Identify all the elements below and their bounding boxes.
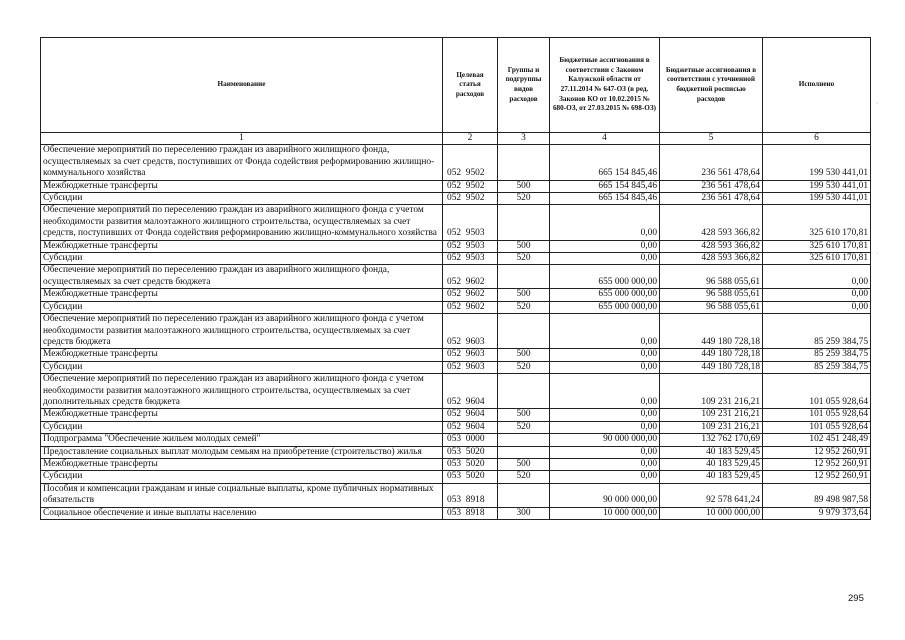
row-name: Межбюджетные трансферты bbox=[41, 409, 443, 421]
row-name: Обеспечение мероприятий по переселению граждан из аварийного жилищного фонда, осуществляемых за счет средств, поступивших от Фонда содействия реформированию жилищно-коммунального хозяйства bbox=[41, 145, 443, 180]
row-target: 052 9502 bbox=[443, 193, 498, 205]
row-name: Межбюджетные трансферты bbox=[41, 180, 443, 192]
row-group: 520 bbox=[498, 421, 550, 433]
row-name: Пособия и компенсации гражданам и иные социальные выплаты, кроме публичных нормативных обязательств bbox=[41, 483, 443, 507]
row-budget-refined: 10 000 000,00 bbox=[660, 507, 763, 519]
row-name: Субсидии bbox=[41, 421, 443, 433]
row-target: 053 8918 bbox=[443, 483, 498, 507]
table-row bbox=[41, 349, 871, 361]
row-target: 052 9604 bbox=[443, 374, 498, 409]
column-number: 2 bbox=[443, 133, 498, 145]
table-row bbox=[41, 145, 871, 180]
row-budget-refined: 109 231 216,21 bbox=[660, 409, 763, 421]
row-executed: 9 979 373,64 bbox=[763, 507, 871, 519]
header-target: Целевая статья расходов bbox=[443, 38, 498, 133]
table-row bbox=[41, 314, 871, 349]
row-group: 520 bbox=[498, 253, 550, 265]
table-row bbox=[41, 193, 871, 205]
row-budget-refined: 236 561 478,64 bbox=[660, 193, 763, 205]
row-group: 300 bbox=[498, 507, 550, 519]
row-executed: 199 530 441,01 bbox=[763, 193, 871, 205]
table-row bbox=[41, 253, 871, 265]
row-name: Субсидии bbox=[41, 193, 443, 205]
row-budget-refined: 449 180 728,18 bbox=[660, 361, 763, 373]
row-executed: 12 952 260,91 bbox=[763, 446, 871, 458]
row-budget-refined: 428 593 366,82 bbox=[660, 253, 763, 265]
row-group: 500 bbox=[498, 409, 550, 421]
row-executed: 325 610 170,81 bbox=[763, 253, 871, 265]
row-executed: 12 952 260,91 bbox=[763, 471, 871, 483]
row-target: 052 9603 bbox=[443, 314, 498, 349]
row-budget-refined: 96 588 055,61 bbox=[660, 265, 763, 289]
column-number: 1 bbox=[41, 133, 443, 145]
row-group: 500 bbox=[498, 458, 550, 470]
row-target: 052 9503 bbox=[443, 205, 498, 240]
table-row bbox=[41, 205, 871, 240]
row-name: Субсидии bbox=[41, 471, 443, 483]
row-budget-law: 0,00 bbox=[550, 421, 660, 433]
row-executed: 89 498 987,58 bbox=[763, 483, 871, 507]
row-budget-refined: 132 762 170,69 bbox=[660, 434, 763, 446]
row-target: 052 9603 bbox=[443, 349, 498, 361]
header-row bbox=[41, 38, 871, 133]
row-name: Обеспечение мероприятий по переселению граждан из аварийного жилищного фонда, осуществляемых за счет средств бюджета bbox=[41, 265, 443, 289]
row-budget-refined: 236 561 478,64 bbox=[660, 180, 763, 192]
row-target: 053 8918 bbox=[443, 507, 498, 519]
row-name: Межбюджетные трансферты bbox=[41, 240, 443, 252]
row-target: 052 9503 bbox=[443, 240, 498, 252]
row-group bbox=[498, 374, 550, 409]
row-budget-law: 0,00 bbox=[550, 361, 660, 373]
row-group: 520 bbox=[498, 301, 550, 313]
table-row bbox=[41, 446, 871, 458]
row-group bbox=[498, 446, 550, 458]
row-group: 520 bbox=[498, 361, 550, 373]
row-name: Межбюджетные трансферты bbox=[41, 289, 443, 301]
row-budget-law: 0,00 bbox=[550, 458, 660, 470]
row-budget-refined: 40 183 529,45 bbox=[660, 446, 763, 458]
row-budget-refined: 92 578 641,24 bbox=[660, 483, 763, 507]
row-target: 052 9502 bbox=[443, 180, 498, 192]
table-row bbox=[41, 374, 871, 409]
row-group: 500 bbox=[498, 180, 550, 192]
row-executed: 101 055 928,64 bbox=[763, 409, 871, 421]
row-budget-law: 655 000 000,00 bbox=[550, 301, 660, 313]
column-number: 5 bbox=[660, 133, 763, 145]
row-name: Субсидии bbox=[41, 301, 443, 313]
row-target: 053 0000 bbox=[443, 434, 498, 446]
row-budget-refined: 96 588 055,61 bbox=[660, 301, 763, 313]
row-budget-law: 665 154 845,46 bbox=[550, 145, 660, 180]
row-budget-law: 10 000 000,00 bbox=[550, 507, 660, 519]
table-row bbox=[41, 289, 871, 301]
row-group bbox=[498, 314, 550, 349]
page-number: 295 bbox=[848, 593, 864, 604]
row-target: 052 9602 bbox=[443, 265, 498, 289]
table-body bbox=[41, 145, 871, 520]
row-executed: 85 259 384,75 bbox=[763, 361, 871, 373]
column-number: 3 bbox=[498, 133, 550, 145]
row-name: Субсидии bbox=[41, 253, 443, 265]
row-budget-law: 665 154 845,46 bbox=[550, 180, 660, 192]
row-budget-refined: 449 180 728,18 bbox=[660, 349, 763, 361]
row-group: 500 bbox=[498, 289, 550, 301]
row-budget-law: 0,00 bbox=[550, 446, 660, 458]
row-budget-refined: 40 183 529,45 bbox=[660, 471, 763, 483]
row-executed: 102 451 248,49 bbox=[763, 434, 871, 446]
header-budget-law: Бюджетные ассигнования в соответствии с Законом Калужской области от 27.11.2014 № 647-ОЗ (в ред. Законов КО от 10.02.2015 № 680-ОЗ, от 27.03.2015 № 698-ОЗ) bbox=[550, 38, 660, 133]
table-row bbox=[41, 458, 871, 470]
table-row bbox=[41, 434, 871, 446]
row-target: 052 9604 bbox=[443, 409, 498, 421]
table-row bbox=[41, 471, 871, 483]
row-budget-law: 655 000 000,00 bbox=[550, 289, 660, 301]
row-budget-law: 655 000 000,00 bbox=[550, 265, 660, 289]
row-target: 053 5020 bbox=[443, 458, 498, 470]
table-row bbox=[41, 180, 871, 192]
row-name: Межбюджетные трансферты bbox=[41, 349, 443, 361]
row-name: Обеспечение мероприятий по переселению граждан из аварийного жилищного фонда с учетом необходимости развития малоэтажного жилищного строительства, осуществляемых за счет средств бюджета bbox=[41, 314, 443, 349]
row-executed: 0,00 bbox=[763, 289, 871, 301]
row-budget-law: 0,00 bbox=[550, 349, 660, 361]
row-executed: 101 055 928,64 bbox=[763, 421, 871, 433]
row-name: Подпрограмма "Обеспечение жильем молодых семей" bbox=[41, 434, 443, 446]
row-name: Межбюджетные трансферты bbox=[41, 458, 443, 470]
table-row bbox=[41, 483, 871, 507]
table-row bbox=[41, 361, 871, 373]
row-target: 053 5020 bbox=[443, 446, 498, 458]
column-number: 4 bbox=[550, 133, 660, 145]
row-executed: 12 952 260,91 bbox=[763, 458, 871, 470]
row-target: 052 9604 bbox=[443, 421, 498, 433]
row-budget-law: 665 154 845,46 bbox=[550, 193, 660, 205]
row-budget-law: 0,00 bbox=[550, 409, 660, 421]
row-executed: 85 259 384,75 bbox=[763, 349, 871, 361]
table-header bbox=[41, 38, 871, 145]
row-name: Обеспечение мероприятий по переселению граждан из аварийного жилищного фонда с учетом необходимости развития малоэтажного жилищного строительства, осуществляемых за счет дополнительных средств бюджета bbox=[41, 374, 443, 409]
row-budget-refined: 428 593 366,82 bbox=[660, 240, 763, 252]
table-row bbox=[41, 240, 871, 252]
row-group: 500 bbox=[498, 349, 550, 361]
row-budget-refined: 236 561 478,64 bbox=[660, 145, 763, 180]
row-budget-refined: 40 183 529,45 bbox=[660, 458, 763, 470]
row-group: 520 bbox=[498, 193, 550, 205]
row-budget-refined: 449 180 728,18 bbox=[660, 314, 763, 349]
row-budget-refined: 96 588 055,61 bbox=[660, 289, 763, 301]
row-budget-law: 0,00 bbox=[550, 374, 660, 409]
row-group bbox=[498, 145, 550, 180]
column-number-row bbox=[41, 133, 871, 145]
row-group bbox=[498, 265, 550, 289]
row-budget-refined: 428 593 366,82 bbox=[660, 205, 763, 240]
row-budget-law: 0,00 bbox=[550, 240, 660, 252]
header-budget-refined: Бюджетные ассигнования в соответствии с уточненной бюджетной росписью расходов bbox=[660, 38, 763, 133]
row-executed: 0,00 bbox=[763, 301, 871, 313]
table-row bbox=[41, 301, 871, 313]
row-name: Предоставление социальных выплат молодым семьям на приобретение (строительство) жилья bbox=[41, 446, 443, 458]
row-target: 052 9602 bbox=[443, 289, 498, 301]
row-group: 520 bbox=[498, 471, 550, 483]
row-target: 052 9602 bbox=[443, 301, 498, 313]
row-executed: 325 610 170,81 bbox=[763, 240, 871, 252]
row-budget-law: 0,00 bbox=[550, 471, 660, 483]
row-executed: 101 055 928,64 bbox=[763, 374, 871, 409]
scan-artifact: · bbox=[876, 250, 879, 257]
table-row bbox=[41, 507, 871, 519]
row-target: 053 5020 bbox=[443, 471, 498, 483]
row-target: 052 9502 bbox=[443, 145, 498, 180]
row-name: Обеспечение мероприятий по переселению граждан из аварийного жилищного фонда с учетом необходимости развития малоэтажного жилищного строительства, осуществляемых за счет средств, поступивших от Фонда содействия реформированию жилищно-коммунального хозяйства bbox=[41, 205, 443, 240]
row-target: 052 9603 bbox=[443, 361, 498, 373]
row-budget-law: 90 000 000,00 bbox=[550, 483, 660, 507]
row-group bbox=[498, 205, 550, 240]
header-name: Наименование bbox=[41, 38, 443, 133]
row-executed: 199 530 441,01 bbox=[763, 145, 871, 180]
row-target: 052 9503 bbox=[443, 253, 498, 265]
table-row bbox=[41, 421, 871, 433]
row-budget-law: 0,00 bbox=[550, 253, 660, 265]
row-group: 500 bbox=[498, 240, 550, 252]
row-budget-law: 90 000 000,00 bbox=[550, 434, 660, 446]
budget-table bbox=[40, 37, 871, 520]
header-executed: Исполнено bbox=[763, 38, 871, 133]
header-group: Группы и подгруппы видов расходов bbox=[498, 38, 550, 133]
row-group bbox=[498, 483, 550, 507]
row-budget-refined: 109 231 216,21 bbox=[660, 374, 763, 409]
row-executed: 85 259 384,75 bbox=[763, 314, 871, 349]
row-budget-law: 0,00 bbox=[550, 314, 660, 349]
row-executed: 0,00 bbox=[763, 265, 871, 289]
row-executed: 325 610 170,81 bbox=[763, 205, 871, 240]
row-executed: 199 530 441,01 bbox=[763, 180, 871, 192]
table-row bbox=[41, 265, 871, 289]
scan-artifact: · bbox=[876, 100, 879, 107]
row-name: Социальное обеспечение и иные выплаты населению bbox=[41, 507, 443, 519]
column-number: 6 bbox=[763, 133, 871, 145]
row-name: Субсидии bbox=[41, 361, 443, 373]
row-group bbox=[498, 434, 550, 446]
row-budget-refined: 109 231 216,21 bbox=[660, 421, 763, 433]
row-budget-law: 0,00 bbox=[550, 205, 660, 240]
table-row bbox=[41, 409, 871, 421]
